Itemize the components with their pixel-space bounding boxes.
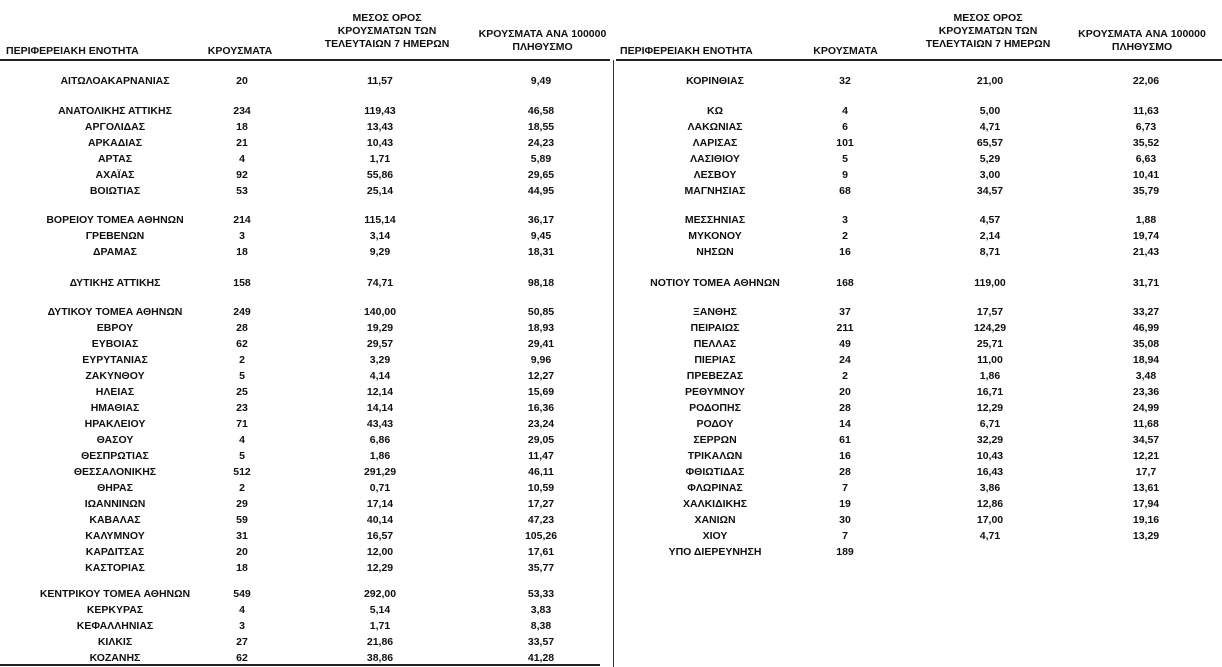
avg-7day-cell: 17,57	[976, 306, 1004, 318]
table-row	[0, 104, 1222, 119]
table-row	[0, 481, 1222, 496]
cases-cell: 19	[839, 498, 851, 510]
region-cell: ΑΧΑΪΑΣ	[95, 169, 135, 181]
per100k-cell: 31,71	[1132, 277, 1160, 289]
avg-7day-cell: 4,57	[979, 214, 1001, 226]
cases-cell: 53	[236, 185, 248, 197]
avg-7day-cell: 3,86	[979, 482, 1001, 494]
avg-7day-cell: 12,14	[366, 386, 394, 398]
table-row	[0, 152, 1222, 167]
per100k-cell: 17,7	[1135, 466, 1157, 478]
cases-cell: 249	[233, 306, 251, 318]
table-row	[0, 184, 1222, 199]
per100k-cell: 35,08	[1132, 338, 1160, 350]
table-row	[0, 465, 1222, 480]
avg-7day-cell: 12,29	[976, 402, 1004, 414]
per100k-cell: 8,38	[530, 620, 552, 632]
region-cell: ΑΡΓΟΛΙΔΑΣ	[84, 121, 146, 133]
region-cell: ΚΑΛΥΜΝΟΥ	[85, 530, 145, 542]
table-row	[0, 449, 1222, 464]
region-cell: ΧΙΟΥ	[702, 530, 728, 542]
cases-cell: 16	[839, 450, 851, 462]
cases-cell: 20	[236, 75, 248, 87]
region-cell: ΠΕΙΡΑΙΩΣ	[690, 322, 740, 334]
table-row	[0, 561, 1222, 576]
region-cell: ΠΕΛΛΑΣ	[693, 338, 737, 350]
cases-cell: 23	[236, 402, 248, 414]
avg-7day-cell: 291,29	[363, 466, 397, 478]
region-cell: ΘΕΣΣΑΛΟΝΙΚΗΣ	[73, 466, 157, 478]
avg-7day-cell: 13,43	[366, 121, 394, 133]
table-row	[0, 619, 1222, 634]
per100k-cell: 18,94	[1132, 354, 1160, 366]
per100k-cell: 35,77	[527, 562, 555, 574]
avg-7day-cell: 16,57	[366, 530, 394, 542]
cases-cell: 62	[236, 338, 248, 350]
avg-7day-cell: 25,14	[366, 185, 394, 197]
table-row	[0, 245, 1222, 260]
cases-cell: 61	[839, 434, 851, 446]
cases-cell: 16	[839, 246, 851, 258]
cases-cell: 3	[239, 230, 245, 242]
region-cell: ΒΟΡΕΙΟΥ ΤΟΜΕΑ ΑΘΗΝΩΝ	[46, 214, 184, 226]
header-cases-left: ΚΡΟΥΣΜΑΤΑ	[207, 45, 273, 57]
cases-cell: 71	[236, 418, 248, 430]
avg-7day-cell: 25,71	[976, 338, 1004, 350]
cases-cell: 28	[839, 402, 851, 414]
region-cell: ΚΕΡΚΥΡΑΣ	[86, 604, 144, 616]
cases-cell: 92	[236, 169, 248, 181]
avg-7day-cell: 3,29	[369, 354, 391, 366]
header-per100k-left: ΚΡΟΥΣΜΑΤΑ ΑΝΑ 100000 ΠΛΗΘΥΣΜΟ	[478, 28, 607, 53]
per100k-cell: 50,85	[527, 306, 555, 318]
region-cell: ΜΑΓΝΗΣΙΑΣ	[684, 185, 746, 197]
per100k-cell: 17,94	[1132, 498, 1160, 510]
avg-7day-cell: 11,57	[367, 75, 393, 87]
avg-7day-cell: 10,43	[366, 137, 394, 149]
avg-7day-cell: 16,43	[976, 466, 1004, 478]
table-row	[0, 433, 1222, 448]
region-cell: ΓΡΕΒΕΝΩΝ	[85, 230, 145, 242]
region-cell: ΚΑΒΑΛΑΣ	[89, 514, 141, 526]
avg-7day-cell: 8,71	[979, 246, 1001, 258]
header-cases-right: ΚΡΟΥΣΜΑΤΑ	[813, 45, 878, 57]
cases-cell: 5	[239, 450, 245, 462]
cases-cell: 4	[842, 105, 848, 117]
cases-cell: 28	[839, 466, 851, 478]
cases-cell: 18	[236, 562, 248, 574]
per100k-cell: 35,52	[1132, 137, 1160, 149]
region-cell: ΑΝΑΤΟΛΙΚΗΣ ΑΤΤΙΚΗΣ	[58, 105, 172, 117]
avg-7day-cell: 55,86	[366, 169, 394, 181]
avg-7day-cell: 17,00	[976, 514, 1004, 526]
avg-7day-cell: 119,43	[364, 105, 396, 117]
header-avg-left: ΜΕΣΟΣ ΟΡΟΣ ΚΡΟΥΣΜΑΤΩΝ ΤΩΝ ΤΕΛΕΥΤΑΙΩΝ 7 ΗΜΕΡΩΝ	[324, 12, 450, 50]
per100k-cell: 6,73	[1135, 121, 1157, 133]
per100k-cell: 17,61	[527, 546, 555, 558]
per100k-cell: 9,45	[530, 230, 552, 242]
region-cell: ΖΑΚΥΝΘΟΥ	[85, 370, 145, 382]
region-cell: ΚΙΛΚΙΣ	[97, 636, 133, 648]
region-cell: ΚΕΝΤΡΙΚΟΥ ΤΟΜΕΑ ΑΘΗΝΩΝ	[39, 588, 191, 600]
avg-7day-cell: 1,71	[369, 153, 391, 165]
avg-7day-cell: 32,29	[976, 434, 1004, 446]
avg-7day-cell: 6,71	[979, 418, 1001, 430]
header-region-right: ΠΕΡΙΦΕΡΕΙΑΚΗ ΕΝΟΤΗΤΑ	[620, 45, 753, 57]
cases-cell: 2	[239, 482, 245, 494]
per100k-cell: 12,27	[527, 370, 555, 382]
per100k-cell: 3,83	[530, 604, 552, 616]
per100k-cell: 29,65	[527, 169, 555, 181]
bottom-rule	[0, 664, 600, 666]
cases-cell: 32	[839, 75, 851, 87]
region-cell: ΥΠΟ ΔΙΕΡΕΥΝΗΣΗ	[668, 546, 762, 558]
region-cell: ΜΥΚΟΝΟΥ	[688, 230, 742, 242]
avg-7day-cell: 4,14	[369, 370, 391, 382]
region-cell: ΔΥΤΙΚΟΥ ΤΟΜΕΑ ΑΘΗΝΩΝ	[47, 306, 183, 318]
cases-cell: 189	[836, 546, 854, 558]
avg-7day-cell: 3,14	[369, 230, 391, 242]
avg-7day-cell: 10,43	[976, 450, 1004, 462]
per100k-cell: 46,11	[528, 466, 554, 478]
table-row	[0, 136, 1222, 151]
per100k-cell: 46,99	[1132, 322, 1160, 334]
region-cell: ΡΕΘΥΜΝΟΥ	[684, 386, 746, 398]
cases-cell: 3	[842, 214, 848, 226]
per100k-cell: 19,16	[1132, 514, 1160, 526]
per100k-cell: 33,57	[527, 636, 555, 648]
cases-cell: 68	[839, 185, 851, 197]
region-cell: ΝΗΣΩΝ	[696, 246, 734, 258]
per100k-cell: 46,58	[527, 105, 555, 117]
avg-7day-cell: 38,86	[366, 652, 394, 664]
table-row	[0, 587, 1222, 602]
region-cell: ΕΒΡΟΥ	[96, 322, 134, 334]
cases-cell: 6	[842, 121, 848, 133]
region-cell: ΑΙΤΩΛΟΑΚΑΡΝΑΝΙΑΣ	[60, 75, 170, 87]
cases-cell: 5	[842, 153, 848, 165]
per100k-cell: 13,29	[1132, 530, 1160, 542]
per100k-cell: 19,74	[1132, 230, 1160, 242]
avg-7day-cell: 140,00	[363, 306, 397, 318]
per100k-cell: 98,18	[527, 277, 555, 289]
cases-cell: 18	[236, 121, 248, 133]
avg-7day-cell: 11,00	[977, 354, 1003, 366]
cases-cell: 20	[236, 546, 248, 558]
per100k-cell: 44,95	[527, 185, 555, 197]
table-row	[0, 497, 1222, 512]
per100k-cell: 6,63	[1135, 153, 1157, 165]
header-rule-right	[616, 59, 1222, 61]
avg-7day-cell: 16,71	[976, 386, 1004, 398]
avg-7day-cell: 17,14	[366, 498, 394, 510]
table-row	[0, 74, 1222, 89]
avg-7day-cell: 1,86	[979, 370, 1001, 382]
avg-7day-cell: 0,71	[369, 482, 391, 494]
per100k-cell: 15,69	[527, 386, 555, 398]
region-cell: ΛΑΡΙΣΑΣ	[692, 137, 738, 149]
region-cell: ΞΑΝΘΗΣ	[693, 306, 737, 318]
table-row	[0, 417, 1222, 432]
header-avg-right: ΜΕΣΟΣ ΟΡΟΣ ΚΡΟΥΣΜΑΤΩΝ ΤΩΝ ΤΕΛΕΥΤΑΙΩΝ 7 ΗΜΕΡΩΝ	[925, 12, 1051, 50]
per100k-cell: 9,49	[530, 75, 552, 87]
region-cell: ΜΕΣΣΗΝΙΑΣ	[684, 214, 746, 226]
table-row	[0, 168, 1222, 183]
avg-7day-cell: 1,71	[369, 620, 391, 632]
avg-7day-cell: 4,71	[979, 530, 1001, 542]
cases-cell: 24	[839, 354, 851, 366]
per100k-cell: 10,41	[1132, 169, 1160, 181]
per100k-cell: 10,59	[527, 482, 555, 494]
region-cell: ΧΑΝΙΩΝ	[694, 514, 736, 526]
per100k-cell: 24,99	[1132, 402, 1160, 414]
region-cell: ΚΑΡΔΙΤΣΑΣ	[85, 546, 145, 558]
cases-cell: 158	[233, 277, 251, 289]
avg-7day-cell: 19,29	[366, 322, 394, 334]
avg-7day-cell: 40,14	[366, 514, 394, 526]
per100k-cell: 9,96	[530, 354, 552, 366]
avg-7day-cell: 74,71	[366, 277, 394, 289]
region-cell: ΘΗΡΑΣ	[97, 482, 133, 494]
avg-7day-cell: 12,29	[366, 562, 394, 574]
cases-cell: 18	[236, 246, 248, 258]
table-row	[0, 229, 1222, 244]
region-cell: ΙΩΑΝΝΙΝΩΝ	[84, 498, 146, 510]
table-row	[0, 545, 1222, 560]
cases-cell: 14	[839, 418, 851, 430]
per100k-cell: 34,57	[1132, 434, 1160, 446]
per100k-cell: 18,31	[527, 246, 555, 258]
cases-cell: 28	[236, 322, 248, 334]
per100k-cell: 35,79	[1132, 185, 1160, 197]
per100k-cell: 17,27	[527, 498, 555, 510]
cases-cell: 25	[236, 386, 248, 398]
cases-cell: 5	[239, 370, 245, 382]
header-per100k-right: ΚΡΟΥΣΜΑΤΑ ΑΝΑ 100000 ΠΛΗΘΥΣΜΟ	[1078, 28, 1206, 53]
per100k-cell: 41,28	[527, 652, 555, 664]
cases-cell: 27	[236, 636, 248, 648]
region-cell: ΦΘΙΩΤΙΔΑΣ	[685, 466, 745, 478]
cases-cell: 2	[842, 370, 848, 382]
avg-7day-cell: 4,71	[979, 121, 1001, 133]
region-cell: ΗΡΑΚΛΕΙΟΥ	[84, 418, 146, 430]
per100k-cell: 29,41	[527, 338, 555, 350]
per100k-cell: 11,63	[1133, 105, 1159, 117]
table-row	[0, 276, 1222, 291]
avg-7day-cell: 1,86	[369, 450, 391, 462]
region-cell: ΚΑΣΤΟΡΙΑΣ	[85, 562, 145, 574]
avg-7day-cell: 12,86	[976, 498, 1004, 510]
region-cell: ΚΟΖΑΝΗΣ	[89, 652, 141, 664]
per100k-cell: 13,61	[1132, 482, 1160, 494]
cases-cell: 2	[842, 230, 848, 242]
cases-cell: 7	[842, 530, 848, 542]
cases-cell: 512	[233, 466, 251, 478]
region-cell: ΡΟΔΟΠΗΣ	[689, 402, 741, 414]
avg-7day-cell: 65,57	[976, 137, 1004, 149]
per100k-cell: 24,23	[527, 137, 555, 149]
per100k-cell: 22,06	[1132, 75, 1160, 87]
per100k-cell: 36,17	[527, 214, 555, 226]
cases-cell: 29	[236, 498, 248, 510]
table-row	[0, 513, 1222, 528]
region-cell: ΘΕΣΠΡΩΤΙΑΣ	[81, 450, 149, 462]
cases-cell: 62	[236, 652, 248, 664]
region-cell: ΑΡΚΑΔΙΑΣ	[87, 137, 143, 149]
per100k-cell: 29,05	[527, 434, 555, 446]
table-row	[0, 305, 1222, 320]
avg-7day-cell: 29,57	[366, 338, 394, 350]
cases-cell: 4	[239, 434, 245, 446]
per100k-cell: 23,36	[1132, 386, 1160, 398]
per100k-cell: 18,93	[527, 322, 555, 334]
per100k-cell: 16,36	[527, 402, 555, 414]
avg-7day-cell: 5,14	[369, 604, 391, 616]
region-cell: ΡΟΔΟΥ	[696, 418, 734, 430]
cases-cell: 3	[239, 620, 245, 632]
region-cell: ΑΡΤΑΣ	[97, 153, 133, 165]
region-cell: ΧΑΛΚΙΔΙΚΗΣ	[682, 498, 748, 510]
per100k-cell: 11,68	[1133, 418, 1159, 430]
per100k-cell: 5,89	[530, 153, 552, 165]
cases-cell: 49	[839, 338, 851, 350]
region-cell: ΝΟΤΙΟΥ ΤΟΜΕΑ ΑΘΗΝΩΝ	[650, 277, 780, 289]
cases-cell: 21	[236, 137, 248, 149]
avg-7day-cell: 124,29	[973, 322, 1007, 334]
region-cell: ΛΑΚΩΝΙΑΣ	[687, 121, 743, 133]
region-cell: ΛΕΣΒΟΥ	[693, 169, 737, 181]
region-cell: ΚΕΦΑΛΛΗΝΙΑΣ	[76, 620, 154, 632]
cases-cell: 168	[836, 277, 854, 289]
avg-7day-cell: 6,86	[369, 434, 391, 446]
per100k-cell: 23,24	[527, 418, 555, 430]
region-cell: ΒΟΙΩΤΙΑΣ	[89, 185, 141, 197]
avg-7day-cell: 9,29	[369, 246, 391, 258]
per100k-cell: 1,88	[1135, 214, 1157, 226]
header-rule-left	[0, 59, 610, 61]
table-row	[0, 529, 1222, 544]
header-region-left: ΠΕΡΙΦΕΡΕΙΑΚΗ ΕΝΟΤΗΤΑ	[6, 45, 139, 57]
avg-7day-cell: 21,00	[976, 75, 1004, 87]
cases-cell: 234	[233, 105, 251, 117]
per100k-cell: 53,33	[527, 588, 555, 600]
region-cell: ΔΥΤΙΚΗΣ ΑΤΤΙΚΗΣ	[69, 277, 161, 289]
table-row	[0, 120, 1222, 135]
cases-cell: 31	[236, 530, 248, 542]
cases-cell: 549	[233, 588, 251, 600]
region-cell: ΦΛΩΡΙΝΑΣ	[687, 482, 743, 494]
cases-cell: 214	[233, 214, 251, 226]
region-cell: ΛΑΣΙΘΙΟΥ	[690, 153, 740, 165]
avg-7day-cell: 14,14	[366, 402, 394, 414]
avg-7day-cell: 21,86	[366, 636, 394, 648]
per100k-cell: 18,55	[527, 121, 555, 133]
cases-cell: 9	[842, 169, 848, 181]
cases-cell: 59	[236, 514, 248, 526]
table-row	[0, 369, 1222, 384]
region-cell: ΚΟΡΙΝΘΙΑΣ	[686, 75, 744, 87]
cases-cell: 7	[842, 482, 848, 494]
avg-7day-cell: 119,00	[974, 277, 1006, 289]
region-cell: ΣΕΡΡΩΝ	[693, 434, 737, 446]
avg-7day-cell: 5,29	[979, 153, 1001, 165]
region-cell: ΚΩ	[706, 105, 723, 117]
avg-7day-cell: 12,00	[366, 546, 394, 558]
region-cell: ΗΜΑΘΙΑΣ	[90, 402, 140, 414]
region-cell: ΕΥΡΥΤΑΝΙΑΣ	[82, 354, 148, 366]
per100k-cell: 11,47	[528, 450, 554, 462]
table-row	[0, 353, 1222, 368]
per100k-cell: 47,23	[527, 514, 555, 526]
region-cell: ΕΥΒΟΙΑΣ	[91, 338, 139, 350]
per100k-cell: 3,48	[1135, 370, 1157, 382]
table-row	[0, 321, 1222, 336]
avg-7day-cell: 34,57	[976, 185, 1004, 197]
cases-cell: 20	[839, 386, 851, 398]
region-cell: ΗΛΕΙΑΣ	[95, 386, 135, 398]
region-cell: ΔΡΑΜΑΣ	[93, 246, 137, 258]
table-row	[0, 401, 1222, 416]
cases-cell: 101	[836, 137, 854, 149]
region-cell: ΠΙΕΡΙΑΣ	[694, 354, 736, 366]
per100k-cell: 12,21	[1132, 450, 1160, 462]
avg-7day-cell: 2,14	[979, 230, 1001, 242]
table-row	[0, 385, 1222, 400]
avg-7day-cell: 292,00	[363, 588, 397, 600]
per100k-cell: 33,27	[1132, 306, 1160, 318]
avg-7day-cell: 3,00	[979, 169, 1001, 181]
cases-cell: 30	[839, 514, 851, 526]
cases-cell: 37	[839, 306, 851, 318]
table-row	[0, 635, 1222, 650]
table-row	[0, 337, 1222, 352]
avg-7day-cell: 43,43	[366, 418, 394, 430]
cases-cell: 211	[836, 322, 854, 334]
avg-7day-cell: 5,00	[979, 105, 1001, 117]
table-row	[0, 603, 1222, 618]
region-cell: ΠΡΕΒΕΖΑΣ	[686, 370, 744, 382]
region-cell: ΤΡΙΚΑΛΩΝ	[687, 450, 743, 462]
table-row	[0, 213, 1222, 228]
cases-cell: 4	[239, 604, 245, 616]
per100k-cell: 21,43	[1132, 246, 1160, 258]
per100k-cell: 105,26	[524, 530, 558, 542]
region-cell: ΘΑΣΟΥ	[96, 434, 134, 446]
cases-cell: 4	[239, 153, 245, 165]
cases-cell: 2	[239, 354, 245, 366]
avg-7day-cell: 115,14	[364, 214, 396, 226]
